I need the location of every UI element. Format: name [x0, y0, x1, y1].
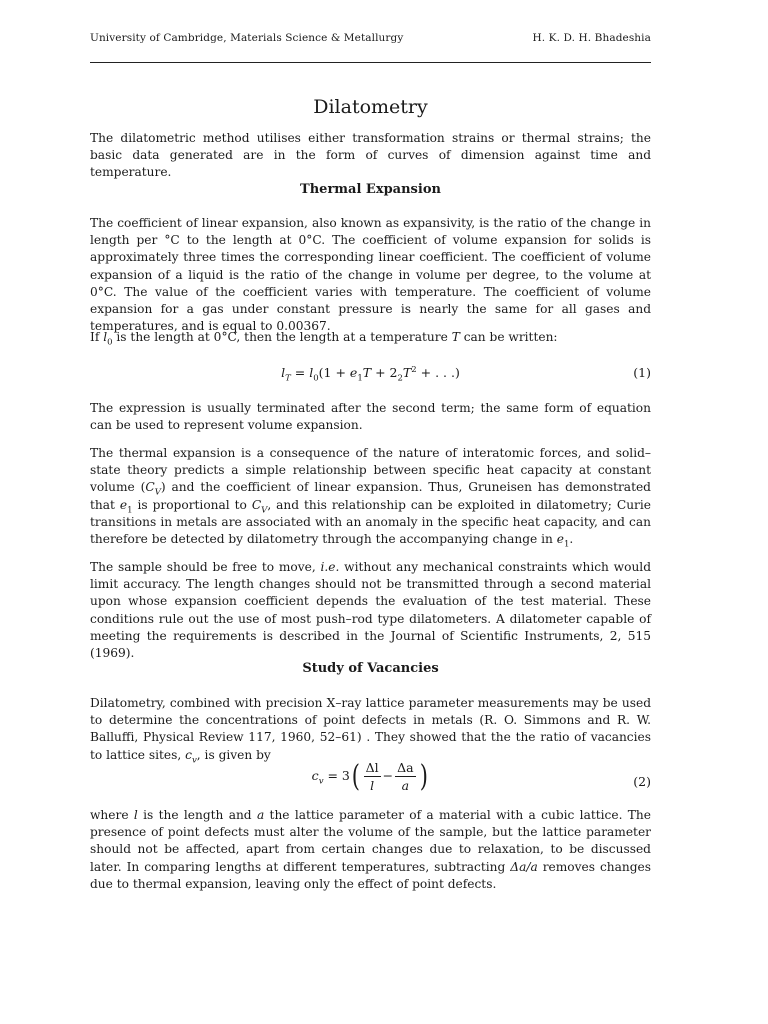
math-op: + . . .) [416, 365, 460, 380]
fraction-denominator: a [401, 778, 410, 793]
math-sub: V [261, 505, 268, 516]
text-run: The thermal expansion is a consequence of the nature of interatomic forces, and solid–state theory predicts a simple relationship between specific heat capacity at constant volume ( [90, 446, 651, 495]
equation-1-body [90, 364, 651, 384]
math-var: l [133, 808, 138, 822]
math-var: e [119, 497, 128, 512]
text-run: where [90, 808, 134, 822]
math-sub: 1 [357, 373, 363, 384]
equation-2 [90, 760, 651, 804]
math-expr: Δa/a [510, 859, 538, 874]
math-sub: 1 [127, 505, 133, 516]
header-rule [90, 62, 651, 63]
right-paren: ) [419, 758, 428, 794]
vacancies-paragraph-2 [90, 807, 651, 893]
math-op: + [371, 365, 390, 380]
page-title: Dilatometry [313, 96, 428, 118]
math-sub: 1 [563, 539, 570, 550]
math-sup: 2 [411, 364, 417, 375]
text-run: , and this relationship can be exploited in dilatometry; Curie transitions in metals are associated with an anomaly in the specific heat capacity, and can therefore be detected by dilatometry through the accompanying change in [90, 497, 651, 547]
math-sub: 0 [107, 337, 113, 348]
equation-2-body [90, 760, 651, 793]
intro-paragraph: The dilatometric method utilises either transformation strains or thermal strains; the basic data generated are in the form of curves of dimension against time and temperature. [90, 131, 651, 180]
math-var: e [349, 365, 358, 380]
math-op: = 3 [323, 768, 350, 783]
math-var: l [309, 365, 314, 380]
thermal-paragraph-5 [90, 559, 651, 662]
math-sub: V [154, 487, 161, 498]
text-run: The sample should be free to move, [90, 560, 321, 574]
text-run: . [569, 532, 574, 547]
fraction-numerator: Δa [397, 760, 414, 775]
math-sub: T [285, 373, 291, 384]
math-var: l [281, 365, 286, 380]
thermal-paragraph-1: The coefficient of linear expansion, also known as expansivity, is the ratio of the change in length per °C to the length at 0°C. The coefficient of volume expansion for solids is approximately three times the corresponding linear coefficient. The coefficient of volume expansion of a liquid is the ratio of the change in volume per degree, to the volume at 0°C. The value of the coefficient varies with temperature. The coefficient of volume expansion for a gas under constant pressure is nearly the same for all gases and temperatures, and is equal to 0.00367. [90, 216, 651, 334]
thermal-paragraph-3: The expression is usually terminated after the second term; the same form of equation can be used to represent volume expansion. [90, 401, 651, 433]
fraction-numerator: Δl [365, 760, 379, 775]
equation-2-number: (2) [633, 774, 651, 789]
text-run: , is given by [196, 747, 271, 762]
math-var: a [256, 808, 265, 822]
math-op: − [382, 768, 394, 783]
math-op: = [290, 365, 310, 380]
text-italic: i.e. [320, 560, 340, 574]
text-run: If [90, 330, 104, 344]
math-var: e [556, 532, 564, 547]
math-sub: v [318, 776, 324, 787]
text-run: is the length at 0°C, then the length at a temperature [112, 330, 452, 344]
math-var: C [145, 480, 155, 495]
math-var: C [251, 497, 262, 512]
header-institution: University of Cambridge, Materials Science & Metallurgy [90, 32, 404, 44]
text-run: ) and the coefficient of linear expansion. Thus, Gruneisen has demonstrated that [90, 480, 651, 512]
text-run: is proportional to [132, 497, 252, 512]
math-var: c [185, 747, 192, 762]
text-run: is the length and [137, 808, 257, 822]
math-sub: 0 [313, 373, 319, 384]
math-sub: 2 [397, 373, 403, 384]
section-heading-thermal-expansion: Thermal Expansion [300, 182, 441, 197]
thermal-paragraph-4 [90, 445, 651, 548]
text-run: the lattice parameter of a material with a cubic lattice. The presence of point defects must alter the volume of the sample, but the lattice parameter should not be affected, apart from certain changes due to relaxation, to be discussed later. In comparing lengths at different temperatures, subtracting [90, 808, 651, 874]
section-heading-study-of-vacancies: Study of Vacancies [302, 661, 439, 676]
text-run: without any mechanical constraints which would limit accuracy. The length changes should not be transmitted through a second material upon whose expansion coefficient depends the evaluation of the test material. These conditions rule out the use of most push–rod type dilatometers. A dilatometer capable of meeting the requirements is described in the Journal of Scientific Instruments, 2, 515 (1969). [90, 560, 651, 661]
header-author: H. K. D. H. Bhadeshia [532, 32, 651, 44]
math-var: T [402, 365, 412, 380]
math-var: T [451, 330, 460, 344]
running-header [90, 32, 651, 44]
math-sub: v [191, 755, 197, 766]
text-run: removes changes due to thermal expansion, leaving only the effect of point defects. [90, 859, 651, 891]
fraction-delta-a-over-a [395, 760, 415, 793]
text-run: can be written: [459, 330, 558, 344]
left-paren: ( [351, 758, 360, 794]
math-var: l [103, 330, 108, 344]
text-run: Dilatometry, combined with precision X–ray lattice parameter measurements may be used to determine the concentrations of point defects in metals (R. O. Simmons and R. W. Balluffi, Physical Review 117, 1960, 52–61) . They showed that the the ratio of vacancies to lattice sites, [90, 696, 651, 762]
math-op: (1 + [318, 365, 350, 380]
math-var: c [311, 768, 319, 783]
fraction-denominator: l [370, 778, 375, 793]
vacancies-paragraph-1 [90, 695, 651, 764]
math-var: T [362, 365, 372, 380]
equation-1-number: (1) [633, 365, 651, 380]
math-num: 2 [389, 365, 398, 380]
fraction-delta-l-over-l [364, 760, 381, 793]
thermal-paragraph-2 [90, 329, 651, 346]
